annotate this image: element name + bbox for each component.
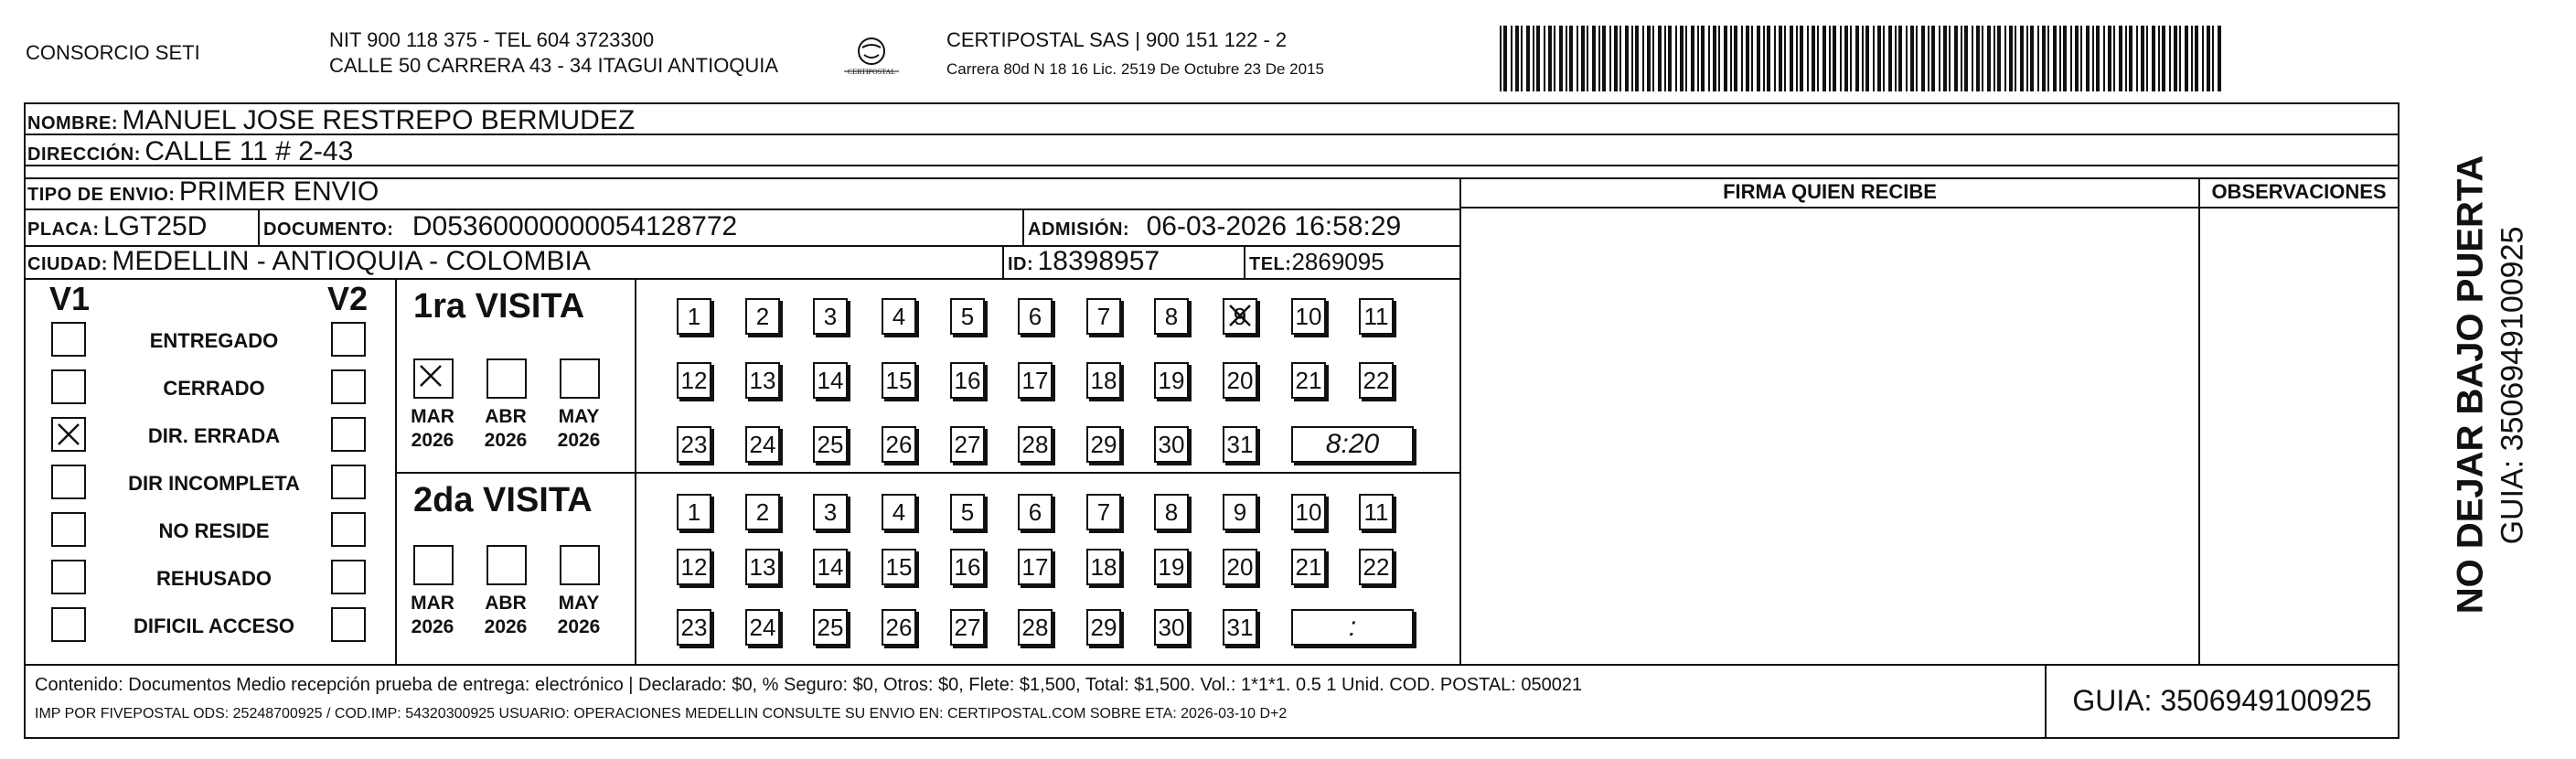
barcode-bar — [1503, 26, 1507, 91]
barcode-bar — [2158, 26, 2160, 91]
status-label: DIFICIL ACCESO — [133, 615, 294, 637]
barcode-bar — [2047, 26, 2049, 91]
barcode-bar — [2119, 26, 2122, 91]
id-label: ID: — [1008, 254, 1034, 274]
documento-label: DOCUMENTO: — [263, 219, 394, 240]
ciudad-value: MEDELLIN - ANTIOQUIA - COLOMBIA — [112, 246, 591, 276]
side-notice: NO DEJAR BAJO PUERTA — [2450, 155, 2491, 615]
barcode-bar — [1800, 26, 1803, 91]
barcode-bar — [1862, 26, 1864, 91]
barcode-bar — [1751, 26, 1753, 91]
barcode-bar — [1916, 26, 1918, 91]
barcode-bar — [1746, 26, 1749, 91]
barcode-bar — [2053, 26, 2057, 91]
ciudad-cell — [27, 243, 591, 284]
barcode-bar — [1526, 26, 1530, 91]
day-box[interactable]: 29 — [1086, 426, 1121, 463]
barcode-bar — [1602, 26, 1606, 91]
barcode-bar — [1972, 26, 1973, 91]
v1-checkbox[interactable] — [51, 369, 86, 404]
tipo-label: TIPO DE ENVIO: — [27, 185, 176, 205]
v2-checkbox[interactable] — [331, 560, 366, 594]
status-label: ENTREGADO — [149, 329, 279, 352]
tel-label: TEL: — [1249, 254, 1292, 274]
day-box[interactable]: 28 — [1018, 426, 1053, 463]
barcode-bar — [2169, 26, 2171, 91]
direccion-row — [27, 134, 353, 175]
barcode-bar — [2096, 26, 2100, 91]
v1-label: V1 — [49, 280, 91, 317]
day-box[interactable]: 6 — [1018, 494, 1053, 530]
tel-cell — [1249, 243, 1384, 284]
footer-guia: GUIA: 3506949100925 — [2072, 684, 2372, 717]
day-box[interactable]: 22 — [1359, 362, 1394, 399]
barcode-bar — [2185, 26, 2188, 91]
barcode-bar — [1997, 26, 2001, 91]
barcode-bar — [1680, 26, 1683, 91]
barcode-bar — [1928, 26, 1929, 91]
barcode-bar — [2174, 26, 2177, 91]
day-box[interactable]: 8 — [1154, 298, 1189, 335]
barcode-bar — [1895, 26, 1897, 91]
nombre-label: NOMBRE: — [27, 113, 119, 134]
id-value: 18398957 — [1037, 246, 1160, 276]
day-box[interactable]: 15 — [882, 362, 916, 399]
month-checkbox[interactable] — [486, 358, 527, 399]
year-label: 2026 — [557, 616, 601, 637]
day-box[interactable]: 26 — [882, 426, 916, 463]
barcode-bar — [1987, 26, 1991, 91]
tel-value: 2869095 — [1291, 248, 1384, 275]
barcode-bar — [2042, 26, 2046, 91]
barcode-bar — [1790, 26, 1793, 91]
barcode-bar — [1812, 26, 1815, 91]
month-checkbox[interactable] — [560, 545, 600, 585]
day-box[interactable]: 8 — [1154, 494, 1189, 530]
status-label: CERRADO — [163, 377, 265, 400]
second-visit-title: 2da VISITA — [413, 481, 593, 519]
barcode-bar — [1779, 26, 1782, 91]
direccion-value: CALLE 11 # 2-43 — [144, 136, 354, 166]
barcode-bar — [1598, 26, 1600, 91]
barcode-bar — [1840, 26, 1842, 91]
side-guia: GUIA: 3506949100925 — [2495, 226, 2530, 545]
month-label: MAY — [558, 593, 600, 614]
day-box[interactable]: 7 — [1086, 494, 1121, 530]
barcode-bar — [1631, 26, 1633, 91]
first-visit-title: 1ra VISITA — [413, 287, 585, 326]
direccion-label: DIRECCIÓN: — [27, 144, 141, 165]
barcode-bar — [1796, 26, 1798, 91]
v2-checkbox[interactable] — [331, 322, 366, 357]
barcode-bar — [1855, 26, 1859, 91]
month-checkbox[interactable] — [560, 358, 600, 399]
day-box[interactable]: 12 — [677, 549, 711, 585]
day-box[interactable]: 13 — [745, 549, 780, 585]
barcode-bar — [1533, 26, 1534, 91]
barcode-bar — [1954, 26, 1958, 91]
barcode-bar — [1500, 26, 1502, 91]
day-box[interactable]: 11 — [1359, 298, 1394, 335]
day-box[interactable]: 9 — [1223, 298, 1257, 335]
barcode-bar — [1658, 26, 1662, 91]
barcode-bar — [1664, 26, 1666, 91]
certipostal-logo — [837, 31, 906, 82]
day-box[interactable]: 21 — [1291, 549, 1326, 585]
v1-checkbox[interactable] — [51, 465, 86, 499]
barcode-bar — [1685, 26, 1687, 91]
barcode-bar — [1767, 26, 1770, 91]
month-checkbox[interactable] — [486, 545, 527, 585]
barcode-bar — [1921, 26, 1925, 91]
barcode — [1498, 26, 2226, 91]
v1-checkbox[interactable] — [51, 607, 86, 642]
barcode-bar — [1609, 26, 1611, 91]
v2-checkbox[interactable] — [331, 465, 366, 499]
day-box[interactable]: 5 — [950, 298, 985, 335]
day-box[interactable]: 31 — [1223, 609, 1257, 646]
day-box[interactable]: 16 — [950, 362, 985, 399]
day-box[interactable]: 15 — [882, 549, 916, 585]
barcode-bar — [1592, 26, 1596, 91]
documento-value: D05360000000054128772 — [412, 211, 738, 241]
barcode-bar — [1536, 26, 1540, 91]
status-label: DIR INCOMPLETA — [128, 472, 300, 495]
barcode-bar — [2015, 26, 2016, 91]
v1-checkbox[interactable] — [51, 417, 86, 452]
month-label: ABR — [485, 593, 527, 614]
barcode-bar — [2141, 26, 2144, 91]
barcode-bar — [1943, 26, 1947, 91]
barcode-bar — [1730, 26, 1732, 91]
barcode-bar — [1931, 26, 1935, 91]
month-label: ABR — [485, 406, 527, 427]
barcode-bar — [1642, 26, 1644, 91]
day-box[interactable]: 9 — [1223, 494, 1257, 530]
day-box[interactable]: 1 — [677, 494, 711, 530]
barcode-bar — [2063, 26, 2067, 91]
barcode-bar — [1619, 26, 1621, 91]
day-box[interactable]: 4 — [882, 298, 916, 335]
v2-label: V2 — [327, 280, 369, 317]
barcode-bar — [1906, 26, 1908, 91]
day-box[interactable]: 25 — [813, 609, 848, 646]
v1-checkbox[interactable] — [51, 560, 86, 594]
ciudad-label: CIUDAD: — [27, 254, 108, 274]
time-box[interactable]: 8:20 — [1291, 426, 1414, 463]
day-box[interactable]: 30 — [1154, 609, 1189, 646]
day-box[interactable]: 10 — [1291, 494, 1326, 530]
v1-checkbox[interactable] — [51, 512, 86, 547]
tipo-value: PRIMER ENVIO — [178, 176, 379, 207]
barcode-bar — [2191, 26, 2193, 91]
barcode-bar — [1691, 26, 1694, 91]
barcode-bar — [2086, 26, 2090, 91]
observaciones-header: OBSERVACIONES — [2211, 180, 2387, 203]
barcode-bar — [2080, 26, 2082, 91]
company-address: CALLE 50 CARRERA 43 - 34 ITAGUI ANTIOQUIA — [329, 54, 779, 77]
barcode-bar — [1976, 26, 1980, 91]
barcode-bar — [1734, 26, 1737, 91]
barcode-bar — [1511, 26, 1512, 91]
day-box[interactable]: 3 — [813, 494, 848, 530]
day-box[interactable]: 22 — [1359, 549, 1394, 585]
barcode-bar — [1701, 26, 1705, 91]
day-box[interactable]: 28 — [1018, 609, 1053, 646]
barcode-bar — [1668, 26, 1672, 91]
day-box[interactable]: 1 — [677, 298, 711, 335]
barcode-bar — [1964, 26, 1968, 91]
barcode-bar — [1614, 26, 1618, 91]
day-box[interactable]: 2 — [745, 298, 780, 335]
month-checkbox[interactable] — [413, 358, 454, 399]
barcode-bar — [2004, 26, 2006, 91]
day-box[interactable]: 10 — [1291, 298, 1326, 335]
barcode-bar — [1544, 26, 1545, 91]
barcode-bar — [2026, 26, 2028, 91]
barcode-bar — [1883, 26, 1885, 91]
day-box[interactable]: 20 — [1223, 549, 1257, 585]
barcode-bar — [1577, 26, 1578, 91]
day-box[interactable]: 30 — [1154, 426, 1189, 463]
barcode-bar — [1833, 26, 1836, 91]
barcode-bar — [2218, 26, 2221, 91]
barcode-bar — [1708, 26, 1710, 91]
day-box[interactable]: 14 — [813, 362, 848, 399]
barcode-bar — [2103, 26, 2105, 91]
admision-label: ADMISIÓN: — [1028, 219, 1130, 240]
barcode-bar — [1724, 26, 1727, 91]
barcode-bar — [1559, 26, 1563, 91]
barcode-bar — [1888, 26, 1892, 91]
day-box[interactable]: 17 — [1018, 549, 1053, 585]
barcode-bar — [1774, 26, 1776, 91]
status-label: NO RESIDE — [158, 519, 270, 542]
barcode-bar — [1873, 26, 1875, 91]
firma-header: FIRMA QUIEN RECIBE — [1723, 180, 1937, 203]
year-label: 2026 — [484, 616, 528, 637]
barcode-bar — [1587, 26, 1588, 91]
barcode-bar — [2129, 26, 2132, 91]
barcode-bar — [2070, 26, 2072, 91]
logo-text: CERTIPOSTAL — [847, 68, 896, 76]
barcode-bar — [1569, 26, 1573, 91]
barcode-bar — [1581, 26, 1585, 91]
day-box[interactable]: 6 — [1018, 298, 1053, 335]
nit-tel: NIT 900 118 375 - TEL 604 3723300 — [329, 28, 655, 51]
barcode-bar — [1718, 26, 1720, 91]
status-label: DIR. ERRADA — [147, 424, 281, 447]
placa-value: LGT25D — [103, 211, 208, 241]
barcode-bar — [1949, 26, 1951, 91]
day-box[interactable]: 5 — [950, 494, 985, 530]
barcode-bar — [1961, 26, 1962, 91]
day-box[interactable]: 2 — [745, 494, 780, 530]
barcode-bar — [1625, 26, 1629, 91]
v2-checkbox[interactable] — [331, 512, 366, 547]
barcode-bar — [2092, 26, 2094, 91]
day-box[interactable]: 17 — [1018, 362, 1053, 399]
barcode-bar — [2009, 26, 2013, 91]
day-box[interactable]: 23 — [677, 609, 711, 646]
day-box[interactable]: 3 — [813, 298, 848, 335]
certipostal-info: CERTIPOSTAL SAS | 900 151 122 - 2 — [946, 28, 1288, 51]
barcode-bar — [1635, 26, 1639, 91]
day-box[interactable]: 27 — [950, 426, 985, 463]
day-box[interactable]: 23 — [677, 426, 711, 463]
v1-checkbox[interactable] — [51, 322, 86, 357]
barcode-bar — [1865, 26, 1869, 91]
barcode-bar — [1521, 26, 1523, 91]
barcode-bar — [1757, 26, 1760, 91]
barcode-bar — [1817, 26, 1819, 91]
time-box[interactable]: : — [1291, 609, 1414, 646]
barcode-bar — [1652, 26, 1654, 91]
v2-checkbox[interactable] — [331, 369, 366, 404]
day-box[interactable]: 13 — [745, 362, 780, 399]
day-box[interactable]: 12 — [677, 362, 711, 399]
barcode-bar — [1844, 26, 1848, 91]
year-label: 2026 — [411, 430, 454, 451]
day-box[interactable]: 24 — [745, 426, 780, 463]
barcode-bar — [2179, 26, 2181, 91]
barcode-bar — [2195, 26, 2198, 91]
barcode-bar — [2146, 26, 2148, 91]
month-label: MAR — [411, 406, 454, 427]
company-name: CONSORCIO SETI — [26, 41, 200, 64]
barcode-bar — [2030, 26, 2034, 91]
barcode-bar — [1554, 26, 1555, 91]
license-info: Carrera 80d N 18 16 Lic. 2519 De Octubre 23 De 2015 — [946, 60, 1324, 78]
year-label: 2026 — [484, 430, 528, 451]
day-box[interactable]: 18 — [1086, 362, 1121, 399]
day-box[interactable]: 25 — [813, 426, 848, 463]
barcode-bar — [2207, 26, 2210, 91]
barcode-bar — [1807, 26, 1809, 91]
barcode-bar — [2162, 26, 2165, 91]
v2-checkbox[interactable] — [331, 607, 366, 642]
barcode-bar — [2113, 26, 2115, 91]
year-label: 2026 — [557, 430, 601, 451]
day-box[interactable]: 14 — [813, 549, 848, 585]
day-box[interactable]: 19 — [1154, 362, 1189, 399]
day-box[interactable]: 18 — [1086, 549, 1121, 585]
admision-value: 06-03-2026 16:58:29 — [1146, 211, 1402, 241]
day-box[interactable]: 27 — [950, 609, 985, 646]
id-cell — [1008, 243, 1160, 284]
barcode-bar — [1829, 26, 1831, 91]
barcode-bar — [2020, 26, 2024, 91]
barcode-bar — [1898, 26, 1902, 91]
barcode-bar — [1982, 26, 1983, 91]
day-box[interactable]: 16 — [950, 549, 985, 585]
barcode-bar — [1713, 26, 1716, 91]
status-label: REHUSADO — [156, 567, 272, 590]
barcode-bar — [1647, 26, 1651, 91]
barcode-bar — [2152, 26, 2155, 91]
day-box[interactable]: 29 — [1086, 609, 1121, 646]
barcode-bar — [1877, 26, 1881, 91]
barcode-bar — [1763, 26, 1765, 91]
barcode-bar — [1850, 26, 1852, 91]
barcode-bar — [2108, 26, 2111, 91]
month-label: MAY — [558, 406, 600, 427]
barcode-bar — [2125, 26, 2127, 91]
barcode-bar — [2202, 26, 2204, 91]
barcode-bar — [1910, 26, 1914, 91]
v2-checkbox[interactable] — [331, 417, 366, 452]
barcode-bar — [2212, 26, 2214, 91]
barcode-bar — [1548, 26, 1552, 91]
day-box[interactable]: 26 — [882, 609, 916, 646]
year-label: 2026 — [411, 616, 454, 637]
day-box[interactable]: 31 — [1223, 426, 1257, 463]
placa-label: PLACA: — [27, 219, 100, 240]
barcode-bar — [1697, 26, 1699, 91]
barcode-bar — [1939, 26, 1940, 91]
day-box[interactable]: 7 — [1086, 298, 1121, 335]
barcode-bar — [2075, 26, 2079, 91]
month-checkbox[interactable] — [413, 545, 454, 585]
barcode-bar — [2136, 26, 2138, 91]
day-box[interactable]: 24 — [745, 609, 780, 646]
day-box[interactable]: 11 — [1359, 494, 1394, 530]
barcode-bar — [1675, 26, 1677, 91]
barcode-bar — [1741, 26, 1743, 91]
footer-print-info: IMP POR FIVEPOSTAL ODS: 25248700925 / COD.IMP: 54320300925 USUARIO: OPERACIONES MEDELLIN CONSULTE SU ENVIO EN: CERTIPOSTAL.COM SOBRE ETA: 2026-03-10 D+2 — [35, 706, 1288, 722]
day-box[interactable]: 21 — [1291, 362, 1326, 399]
month-label: MAR — [411, 593, 454, 614]
barcode-bar — [1566, 26, 1567, 91]
barcode-bar — [2059, 26, 2061, 91]
barcode-bar — [2037, 26, 2039, 91]
footer-contents: Contenido: Documentos Medio recepción prueba de entrega: electrónico | Declarado: $0, % Seguro: $0, Otros: $0, Flete: $1,500, Total: $1,500. Vol.: 1*1*1. 0.5 1 Unid. COD. POSTAL: 050021 — [35, 675, 1583, 695]
barcode-bar — [1784, 26, 1786, 91]
barcode-bar — [1515, 26, 1519, 91]
day-box[interactable]: 19 — [1154, 549, 1189, 585]
day-box[interactable]: 20 — [1223, 362, 1257, 399]
barcode-bar — [1822, 26, 1826, 91]
day-box[interactable]: 4 — [882, 494, 916, 530]
nombre-value: MANUEL JOSE RESTREPO BERMUDEZ — [122, 105, 636, 135]
barcode-bar — [1993, 26, 1995, 91]
